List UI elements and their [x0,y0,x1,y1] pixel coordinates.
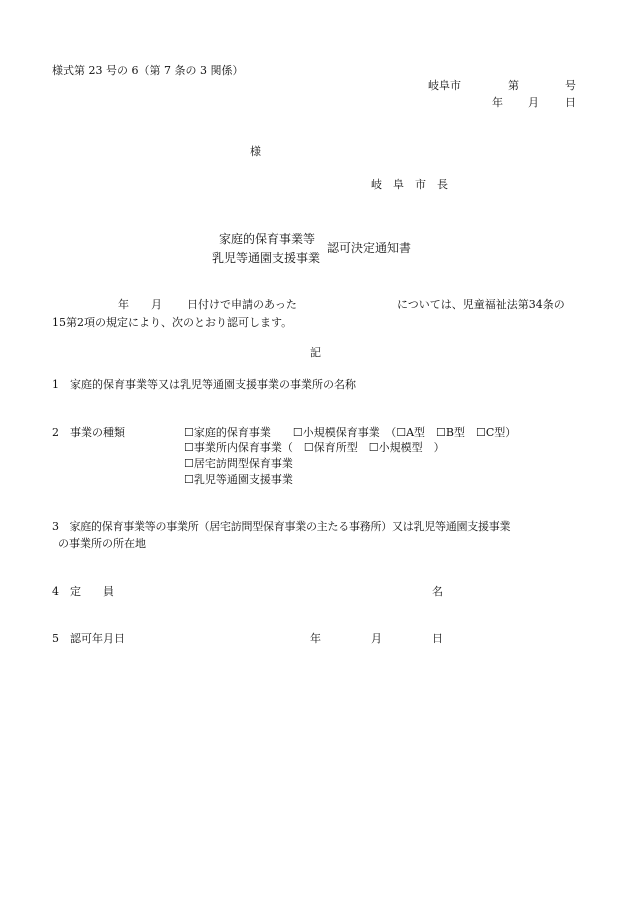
item3-line2: の事業所の所在地 [58,537,146,550]
addressee-suffix: 様 [250,145,261,158]
issuer: 岐 阜 市 長 [371,178,448,191]
body-regarding: については、児童福祉法第34条の [397,298,565,311]
title-line1: 家庭的保育事業等 [219,232,316,246]
item2-option-2: ☐事業所内保育事業（ ☐保育所型 ☐小規模型 ） [184,441,445,454]
body-year: 年 [118,298,129,311]
item5-day: 日 [432,632,443,645]
ki-heading: 記 [310,346,321,359]
item5-year: 年 [310,632,321,645]
date-day: 日 [565,96,576,109]
item4-unit: 名 [432,585,443,598]
item5-label: 5 認可年月日 [52,632,125,645]
title-suffix: 認可決定通知書 [327,241,412,255]
item4-label: 4 定 員 [52,585,114,598]
date-month: 月 [528,96,539,109]
body-month: 月 [151,298,162,311]
item2-option-3: ☐居宅訪問型保育事業 [184,457,293,470]
date-year: 年 [492,96,503,109]
title-line2: 乳児等通園支援事業 [212,251,321,265]
item2-label: 2 事業の種類 [52,426,125,439]
item1: 1 家庭的保育事業等又は乳児等通園支援事業の事業所の名称 [52,378,356,391]
body-applied: 日付けで申請のあった [187,298,297,311]
body-line2: 15第2項の規定により、次のとおり認可します。 [52,316,293,329]
doc-go: 号 [565,79,576,92]
doc-city: 岐阜市 [428,79,461,92]
item5-month: 月 [371,632,382,645]
item3-line1: 3 家庭的保育事業等の事業所（居宅訪問型保育事業の主たる事務所）又は乳児等通園支援事業 [52,520,511,533]
doc-dai: 第 [508,79,519,92]
item2-option-1: ☐家庭的保育事業 ☐小規模保育事業 （☐A型 ☐B型 ☐C型） [184,426,517,439]
item2-option-4: ☐乳児等通園支援事業 [184,473,293,486]
form-number: 様式第 23 号の 6（第 7 条の 3 関係） [52,64,244,77]
